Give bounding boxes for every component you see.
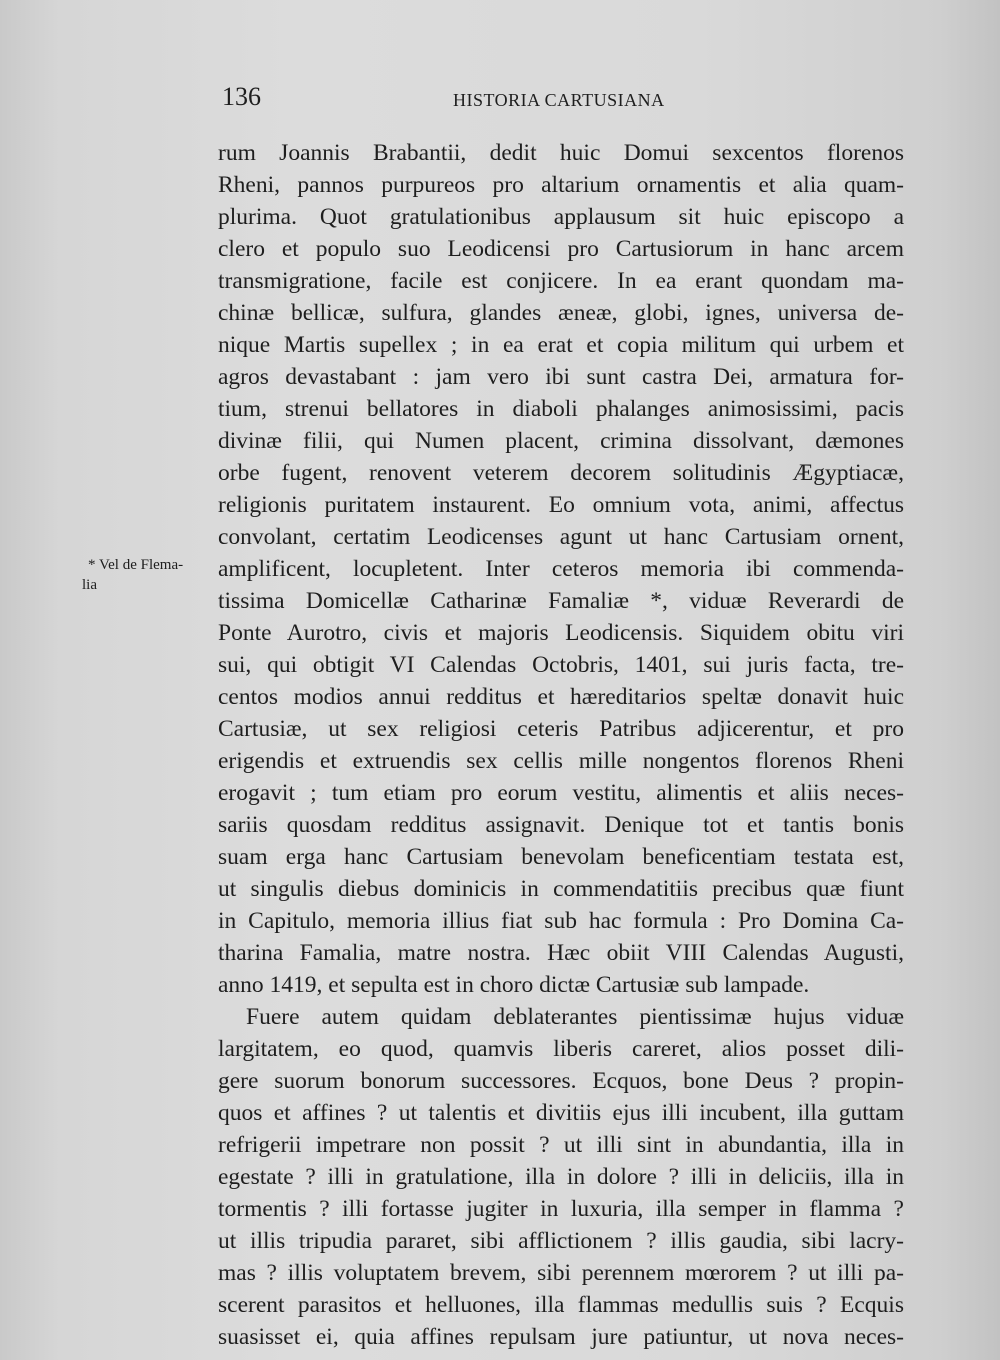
text-line: divinæ filii, qui Numen placent, crimina dissolvant, dæmones <box>218 428 904 454</box>
text-line: ut singulis diebus dominicis in commendatitiis precibus quæ fiunt <box>218 876 904 902</box>
text-line: Fuere autem quidam deblaterantes pientissimæ hujus viduæ <box>246 1004 904 1030</box>
text-line: plurima. Quot gratulationibus applausum sit huic episcopo a <box>218 204 904 230</box>
page-number: 136 <box>222 82 261 111</box>
text-line: amplificent, locupletent. Inter ceteros memoria ibi commenda- <box>218 556 904 582</box>
text-line: clero et populo suo Leodicensi pro Cartusiorum in hanc arcem <box>218 236 904 262</box>
text-line: Ponte Aurotro, civis et majoris Leodicensis. Siquidem obitu viri <box>218 620 904 646</box>
text-line: Cartusiæ, ut sex religiosi ceteris Patribus adjicerentur, et pro <box>218 716 904 742</box>
text-line: gere suorum bonorum successores. Ecquos, bone Deus ? propin- <box>218 1068 904 1094</box>
text-line: in Capitulo, memoria illius fiat sub hac formula : Pro Domina Ca- <box>218 908 904 934</box>
text-line: rum Joannis Brabantii, dedit huic Domui sexcentos florenos <box>218 140 904 166</box>
text-line: quos et affines ? ut talentis et divitiis ejus illi incubent, illa guttam <box>218 1100 904 1126</box>
text-line: nique Martis supellex ; in ea erat et copia militum qui urbem et <box>218 332 904 358</box>
text-line: Rheni, pannos purpureos pro altarium ornamentis et alia quam- <box>218 172 904 198</box>
text-line: mas ? illis voluptatem brevem, sibi perennem mœrorem ? ut illi pa- <box>218 1260 904 1286</box>
text-line: sui, qui obtigit VI Calendas Octobris, 1401, sui juris facta, tre- <box>218 652 904 678</box>
text-line: tharina Famalia, matre nostra. Hæc obiit VIII Calendas Augusti, <box>218 940 904 966</box>
text-line: suam erga hanc Cartusiam benevolam beneficentiam testata est, <box>218 844 904 870</box>
text-line: centos modios annui redditus et hæreditarios speltæ donavit huic <box>218 684 904 710</box>
margin-note <box>82 555 212 595</box>
text-line: chinæ bellicæ, sulfura, glandes æneæ, globi, ignes, universa de- <box>218 300 904 326</box>
text-line: erogavit ; tum etiam pro eorum vestitu, alimentis et aliis neces- <box>218 780 904 806</box>
text-line: largitatem, eo quod, quamvis liberis careret, alios posset dili- <box>218 1036 904 1062</box>
text-line: scerent parasitos et helluones, illa flammas medullis suis ? Ecquis <box>218 1292 904 1318</box>
text-line: religionis puritatem instaurent. Eo omnium vota, animi, affectus <box>218 492 904 518</box>
text-line: tium, strenui bellatores in diaboli phalanges animosissimi, pacis <box>218 396 904 422</box>
text-line: agros devastabant : jam vero ibi sunt castra Dei, armatura for- <box>218 364 904 390</box>
text-line: orbe fugent, renovent veterem decorem solitudinis Ægyptiacæ, <box>218 460 904 486</box>
text-line: refrigerii impetrare non possit ? ut illi sint in abundantia, illa in <box>218 1132 904 1158</box>
text-line: anno 1419, et sepulta est in choro dictæ Cartusiæ sub lampade. <box>218 972 810 998</box>
margin-note-line: lia <box>82 577 97 593</box>
text-line: sariis quosdam redditus assignavit. Denique tot et tantis bonis <box>218 812 904 838</box>
text-line: tormentis ? illi fortasse jugiter in luxuria, illa semper in flamma ? <box>218 1196 904 1222</box>
text-line: erigendis et extruendis sex cellis mille nongentos florenos Rheni <box>218 748 904 774</box>
text-line: ut illis tripudia pararet, sibi afflictionem ? illis gaudia, sibi lacry- <box>218 1228 904 1254</box>
text-line: egestate ? illi in gratulatione, illa in dolore ? illi in deliciis, illa in <box>218 1164 904 1190</box>
text-line: convolant, certatim Leodicenses agunt ut hanc Cartusiam ornent, <box>218 524 904 550</box>
margin-note-line: * Vel de Flema- <box>88 557 184 573</box>
running-title: HISTORIA CARTUSIANA <box>453 90 665 110</box>
page-header <box>222 82 902 118</box>
text-line: tissima Domicellæ Catharinæ Famaliæ *, viduæ Reverardi de <box>218 588 904 614</box>
text-line: suasisset ei, quia affines repulsam jure patiuntur, ut nova neces- <box>218 1324 904 1350</box>
text-line: transmigratione, facile est conjicere. In ea erant quondam ma- <box>218 268 904 294</box>
